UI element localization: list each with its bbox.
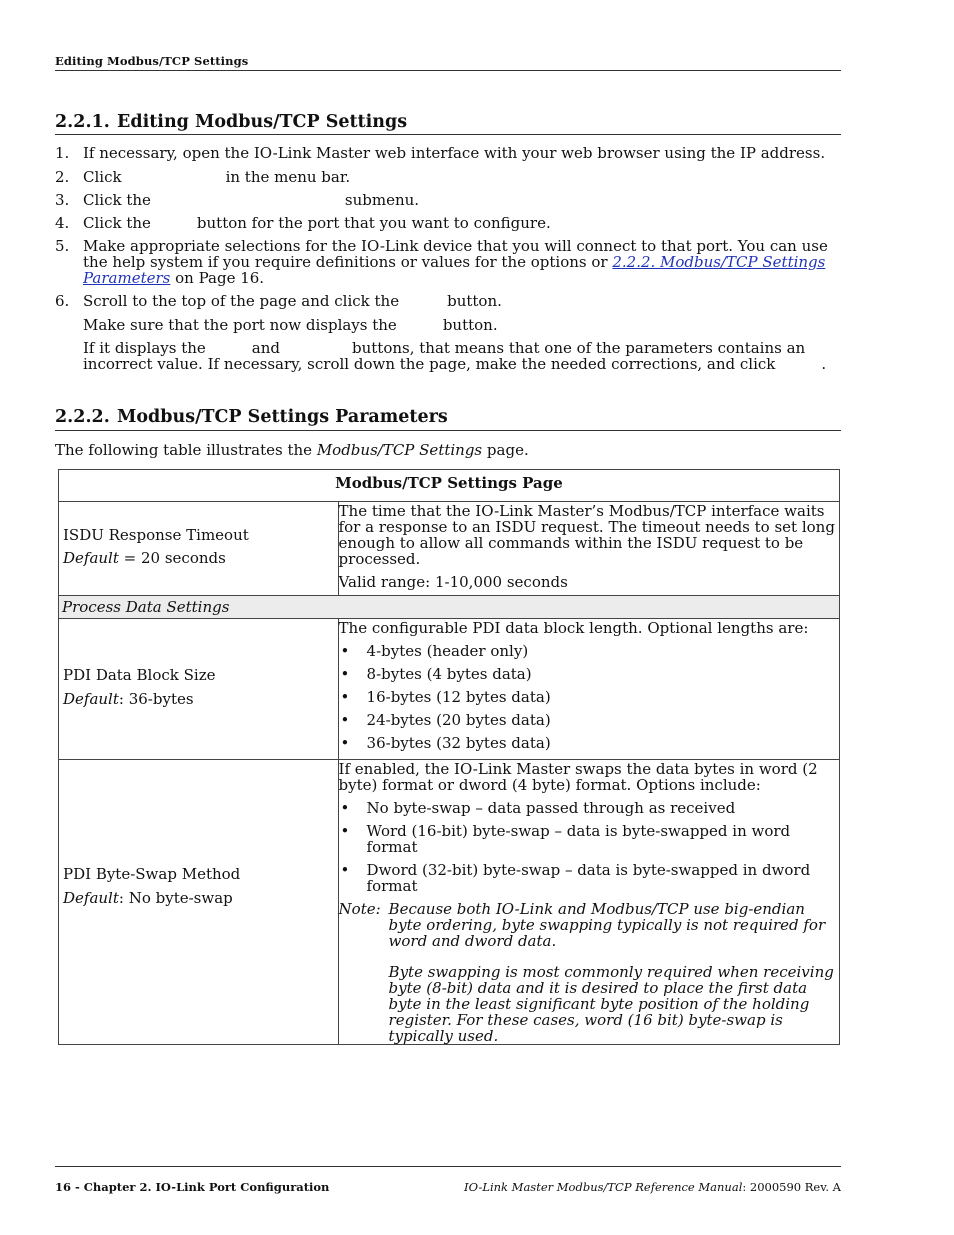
param-name-cell <box>59 760 339 1045</box>
section-heading-editing: 2.2.1. Editing Modbus/TCP Settings <box>55 112 408 132</box>
header-rule <box>55 70 841 71</box>
table-row <box>59 619 840 760</box>
list-item: • 4-bytes (header only) <box>340 642 529 660</box>
list-item: • 8-bytes (4 bytes data) <box>340 665 532 683</box>
list-item: • 24-bytes (20 bytes data) <box>340 711 551 729</box>
parameters-cross-reference-link[interactable]: 2.2.2. Modbus/TCP Settings Parameters <box>83 253 826 287</box>
param-name-cell <box>59 502 339 596</box>
section-rule <box>55 430 841 431</box>
footer-rule <box>55 1166 841 1167</box>
table-caption-row <box>59 470 840 502</box>
table-row <box>59 760 840 1045</box>
note: Note: Because both IO-Link and Modbus/TCP use big-endian byte ordering, byte swapping typically is not required for word and dword data. Byte swapping is most commonly required when receiving byte (8-bit) data and it is desired to place the first data byte in the least significant byte position of the holding register. For these cases, word (16 bit) byte-swap is typically used. <box>338 900 834 1045</box>
param-default: Default: No byte-swap <box>63 889 233 907</box>
param-default: Default: 36-bytes <box>63 690 194 708</box>
settings-table <box>58 469 840 1045</box>
list-item: • Word (16-bit) byte-swap – data is byte-swapped in word format <box>340 822 791 856</box>
table-row <box>59 502 840 596</box>
section-label: Process Data Settings <box>62 598 230 616</box>
param-name: ISDU Response Timeout <box>63 526 249 544</box>
param-name: PDI Byte-Swap Method <box>63 865 241 883</box>
document-page: Editing Modbus/TCP Settings 2.2.1. Editing Modbus/TCP Settings 1. If necessary, open the IO-Link Master web interface with your web browser using the IP address. 2. Click in the menu bar. 3. Click the submenu. 4. Click the button for the port that you want to configure. 5. Make appropriate selections for the IO-Link device that you will connect to that port. You can use the help system if you require definitions or values for the options or 2.2.2. Modbus/TCP Settings Parameters on Page 16. 6. Scroll to the top of the page and click the button. Make sure that the port now displays the button. If it displays the and buttons, that means that one of the parameters contains an incorrect value. If necessary, scroll down the page, make the needed corrections, and click . 2.2.2. Modbus/TCP Settings Parameters The following table illustrates the Modbus/TCP Settings page. Modbus/TCP Settings Page ISDU Response Timeout Default = 20 seconds The time that the IO-Link Master’s Modbus/TCP interface waits for a response to an ISDU request. The timeout needs to set long enough to allow all commands within the ISDU request to be processed. Valid range: 1-10,000 seconds Process Data Settings PDI Data Block Size Default: 36-bytes The configurable PDI data block length. Optional lengths are: • 4-bytes (header only) • 8-bytes (4 bytes data) • 16-bytes (12 bytes data) • 24-bytes (20 bytes data) • 36-bytes (32 bytes data) PDI Byte-Swap Method Default: No byte-swap If enabled, the IO-Link Master swaps the data bytes in word (2 byte) format or dword (4 byte) format. Options include: • No byte-swap – data passed through as received • Word (16-bit) byte-swap – data is byte-swapped in word format • Dword (32-bit) byte-swap – data is byte-swapped in dword format Note: Because both IO-Link and Modbus/TCP use big-endian byte ordering, byte swapping typically is not required for word and dword data. Byte swapping is most commonly required when receiving byte (8-bit) data and it is desired to place the first data byte in the least significant byte position of the holding register. For these cases, word (16 bit) byte-swap is typically used. 16 - Chapter 2. IO-Link Port Configuration IO-Link Master Modbus/TCP Reference Manual: 2000590 Rev. A <box>55 54 841 1194</box>
param-default: Default = 20 seconds <box>63 549 226 567</box>
table-caption: Modbus/TCP Settings Page <box>59 470 840 502</box>
step-6-check-note: Make sure that the port now displays the button. <box>83 316 498 334</box>
param-name: PDI Data Block Size <box>63 666 216 684</box>
table-intro: The following table illustrates the Modbus/TCP Settings page. <box>55 441 529 459</box>
param-description-cell: The configurable PDI data block length. Optional lengths are: • 4-bytes (header only) • 8-bytes (4 bytes data) • 16-bytes (12 bytes data) • 24-bytes (20 bytes data) • 36-bytes (32 bytes data) <box>338 619 839 760</box>
step-6-error-note: If it displays the and buttons, that means that one of the parameters contains an incorrect value. If necessary, scroll down the page, make the needed corrections, and click . <box>83 339 827 373</box>
list-item: • Dword (32-bit) byte-swap – data is byte-swapped in dword format <box>340 861 811 895</box>
list-item: • 16-bytes (12 bytes data) <box>340 688 551 706</box>
section-rule <box>55 134 841 135</box>
list-item: • 36-bytes (32 bytes data) <box>340 734 551 752</box>
param-description-cell: If enabled, the IO-Link Master swaps the data bytes in word (2 byte) format or dword (4 byte) format. Options include: • No byte-swap – data passed through as received • Word (16-bit) byte-swap – data is byte-swapped in word format • Dword (32-bit) byte-swap – data is byte-swapped in dword format Note: Because both IO-Link and Modbus/TCP use big-endian byte ordering, byte swapping typically is not required for word and dword data. Byte swapping is most commonly required when receiving byte (8-bit) data and it is desired to place the first data byte in the least significant byte position of the holding register. For these cases, word (16 bit) byte-swap is typically used. <box>338 760 839 1045</box>
footer-manual-title: IO-Link Master Modbus/TCP Reference Manual: 2000590 Rev. A <box>464 1180 841 1194</box>
footer-page-label: 16 - Chapter 2. IO-Link Port Configuration <box>55 1180 330 1194</box>
param-name-cell <box>59 619 339 760</box>
list-item: • No byte-swap – data passed through as received <box>340 799 736 817</box>
running-header: Editing Modbus/TCP Settings <box>55 54 249 68</box>
param-description-cell: The time that the IO-Link Master’s Modbus/TCP interface waits for a response to an ISDU request. The timeout needs to set long enough to allow all commands within the ISDU request to be processed. Valid range: 1-10,000 seconds <box>338 502 839 596</box>
section-heading-parameters: 2.2.2. Modbus/TCP Settings Parameters <box>55 407 448 427</box>
section-row <box>59 596 840 619</box>
